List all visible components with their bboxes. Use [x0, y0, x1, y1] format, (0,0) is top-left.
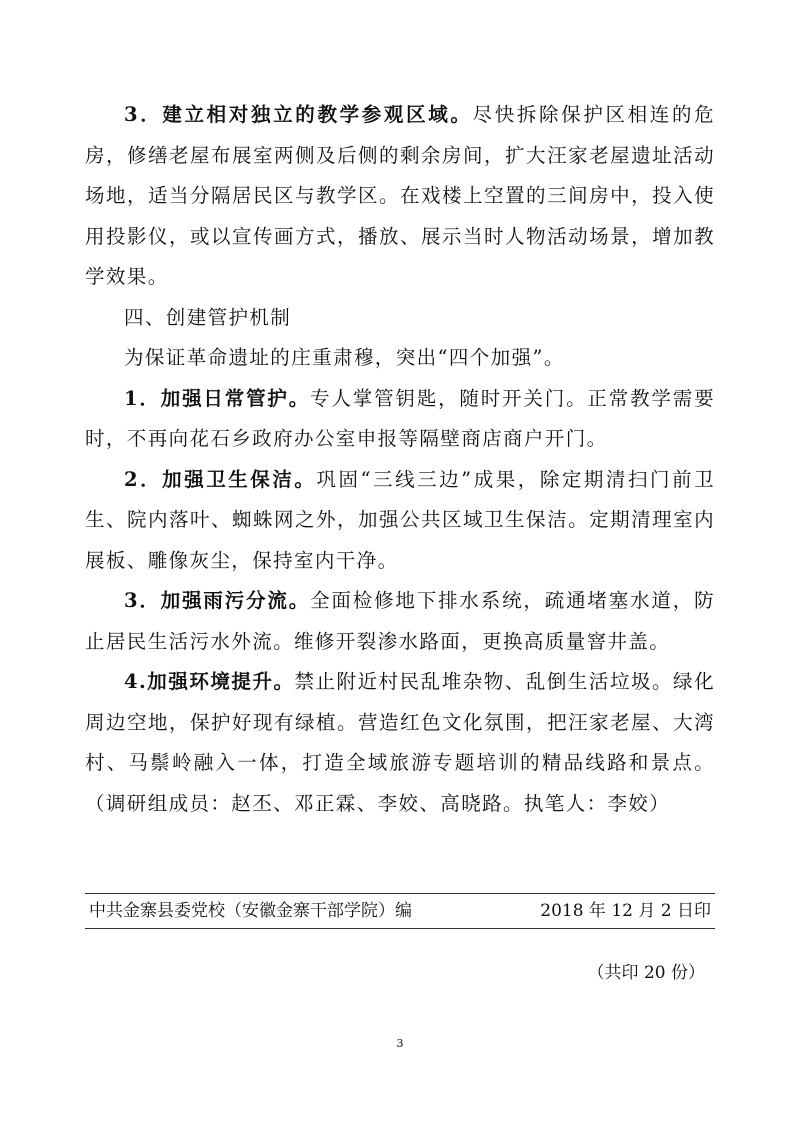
- paragraph-text: 尽快拆除保护区相连的危房，修缮老屋布展室两侧及后侧的剩余房间，扩大汪家老屋遗址活动场地，适当分隔居民区与教学区。在戏楼上空置的三间房中，投入使用投影仪，或以宣传画方式，播放、展示当时人物活动场景，增加教学效果。: [85, 103, 715, 288]
- item-text: 专人掌管钥匙，随时开关门。正常教学需要时，不再向花石乡政府办公室申报等隔壁商店商户开门。: [85, 386, 715, 450]
- footer-bottom-rule: [85, 928, 715, 929]
- imprint-line: [85, 894, 715, 928]
- item-text: 全面检修地下排水系统，疏通堵塞水道，防止居民生活污水外流。维修开裂渗水路面，更换高质量窨井盖。: [85, 589, 715, 653]
- page-number: 3: [396, 1037, 404, 1050]
- section-intro: 为保证革命遗址的庄重肃穆，突出“四个加强”。: [124, 346, 565, 369]
- body-content: [85, 95, 715, 824]
- imprint-footer: [85, 893, 715, 929]
- print-copies: （共印 20 份）: [587, 963, 705, 983]
- publisher-name: 中共金寨县委党校（安徽金寨干部学院）编: [89, 901, 412, 921]
- item-lead: 4.加强环境提升。: [124, 670, 295, 693]
- item-lead: 3．加强雨污分流。: [124, 589, 311, 612]
- paragraph-teaching-area: [85, 95, 715, 298]
- section-heading: 四、创建管护机制: [124, 305, 292, 329]
- list-item-drainage: [85, 581, 715, 662]
- list-item-environment: [85, 662, 715, 824]
- item-text: 禁止附近村民乱堆杂物、乱倒生活垃圾。绿化周边空地，保护好现有绿植。营造红色文化氛围，把汪家老屋、大湾村、马鬃岭融入一体，打造全域旅游专题培训的精品线路和景点。（调研组成员：赵丕、邓正霖、李姣、高晓路。执笔人：李姣）: [85, 670, 715, 815]
- item-lead: 2．加强卫生保洁。: [124, 467, 317, 491]
- list-item-daily-care: [85, 379, 715, 460]
- paragraph-lead: 3．建立相对独立的教学参观区域。: [124, 103, 473, 126]
- print-date: 2018 年 12 月 2 日印: [540, 901, 711, 921]
- item-text: 巩固“三线三边”成果，除定期清扫门前卫生、院内落叶、蜘蛛网之外，加强公共区域卫生保洁。定期清理室内展板、雕像灰尘，保持室内干净。: [85, 467, 715, 572]
- list-item-sanitation: [85, 460, 715, 582]
- item-lead: 1．加强日常管护。: [124, 386, 311, 410]
